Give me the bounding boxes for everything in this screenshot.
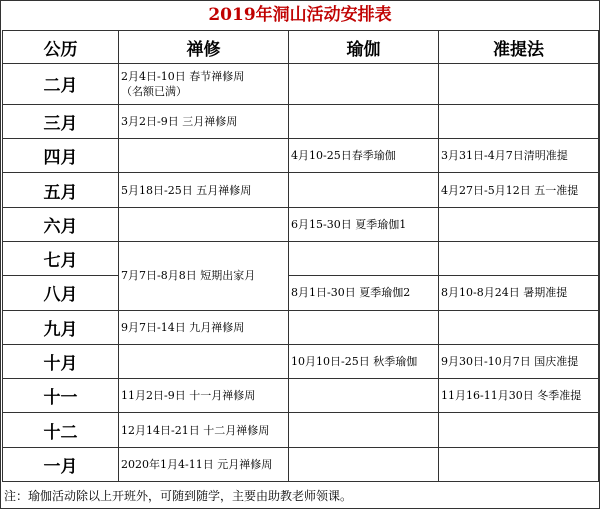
table-row <box>3 379 599 413</box>
table-row <box>3 64 599 105</box>
zhunti-cell: 8月10-8月24日 暑期准提 <box>439 276 599 310</box>
yoga-cell: 4月10-25日春季瑜伽 <box>289 139 439 173</box>
chan-feb-line2: （名额已满） <box>121 84 187 98</box>
zhunti-cell <box>439 207 599 241</box>
zhunti-cell <box>439 413 599 447</box>
table-row <box>3 104 599 138</box>
chan-cell: 11月2日-9日 十一月禅修周 <box>119 379 289 413</box>
chan-cell <box>119 139 289 173</box>
chan-feb-line1: 2月4日-10日 春节禅修周 <box>121 69 245 83</box>
table-row <box>3 276 599 310</box>
month-cell: 三月 <box>3 104 119 138</box>
yoga-cell <box>289 379 439 413</box>
yoga-cell: 10月10日-25日 秋季瑜伽 <box>289 344 439 378</box>
zhunti-cell: 11月16-11月30日 冬季准提 <box>439 379 599 413</box>
zhunti-cell: 9月30日-10月7日 国庆准提 <box>439 344 599 378</box>
month-cell: 七月 <box>3 242 119 276</box>
table-row <box>3 413 599 447</box>
month-cell: 六月 <box>3 207 119 241</box>
zhunti-cell <box>439 447 599 481</box>
chan-cell: 9月7日-14日 九月禅修周 <box>119 310 289 344</box>
month-cell: 八月 <box>3 276 119 310</box>
table-row <box>3 207 599 241</box>
schedule-table <box>2 30 599 482</box>
month-cell: 四月 <box>3 139 119 173</box>
table-row <box>3 344 599 378</box>
chan-cell-merged: 7月7日-8月8日 短期出家月 <box>119 242 289 311</box>
yoga-cell <box>289 242 439 276</box>
zhunti-cell <box>439 104 599 138</box>
chan-cell: 2020年1月4-11日 元月禅修周 <box>119 447 289 481</box>
header-calendar: 公历 <box>3 31 119 64</box>
zhunti-cell <box>439 310 599 344</box>
footnote: 注：瑜伽活动除以上开班外，可随到随学，主要由助教老师领课。 <box>4 489 353 503</box>
month-cell: 十二 <box>3 413 119 447</box>
yoga-cell <box>289 310 439 344</box>
month-cell: 十月 <box>3 344 119 378</box>
month-cell: 一月 <box>3 447 119 481</box>
table-row <box>3 173 599 207</box>
table-row <box>3 139 599 173</box>
page-title: 2019年洞山活动安排表 <box>208 5 392 25</box>
chan-cell: 5月18日-25日 五月禅修周 <box>119 173 289 207</box>
yoga-cell <box>289 447 439 481</box>
zhunti-cell <box>439 242 599 276</box>
yoga-cell: 8月1日-30日 夏季瑜伽2 <box>289 276 439 310</box>
yoga-cell <box>289 64 439 105</box>
chan-cell <box>119 64 289 105</box>
month-cell: 二月 <box>3 64 119 105</box>
yoga-cell: 6月15-30日 夏季瑜伽1 <box>289 207 439 241</box>
table-row <box>3 242 599 276</box>
header-zhunti: 准提法 <box>439 31 599 64</box>
header-yoga: 瑜伽 <box>289 31 439 64</box>
chan-cell: 3月2日-9日 三月禅修周 <box>119 104 289 138</box>
zhunti-cell: 3月31日-4月7日清明准提 <box>439 139 599 173</box>
month-cell: 九月 <box>3 310 119 344</box>
chan-cell <box>119 344 289 378</box>
yoga-cell <box>289 173 439 207</box>
table-row <box>3 447 599 481</box>
month-cell: 十一 <box>3 379 119 413</box>
header-row <box>3 31 599 64</box>
chan-cell <box>119 207 289 241</box>
yoga-cell <box>289 413 439 447</box>
chan-cell: 12月14日-21日 十二月禅修周 <box>119 413 289 447</box>
header-chan: 禅修 <box>119 31 289 64</box>
table-row <box>3 310 599 344</box>
zhunti-cell: 4月27日-5月12日 五一准提 <box>439 173 599 207</box>
month-cell: 五月 <box>3 173 119 207</box>
yoga-cell <box>289 104 439 138</box>
zhunti-cell <box>439 64 599 105</box>
